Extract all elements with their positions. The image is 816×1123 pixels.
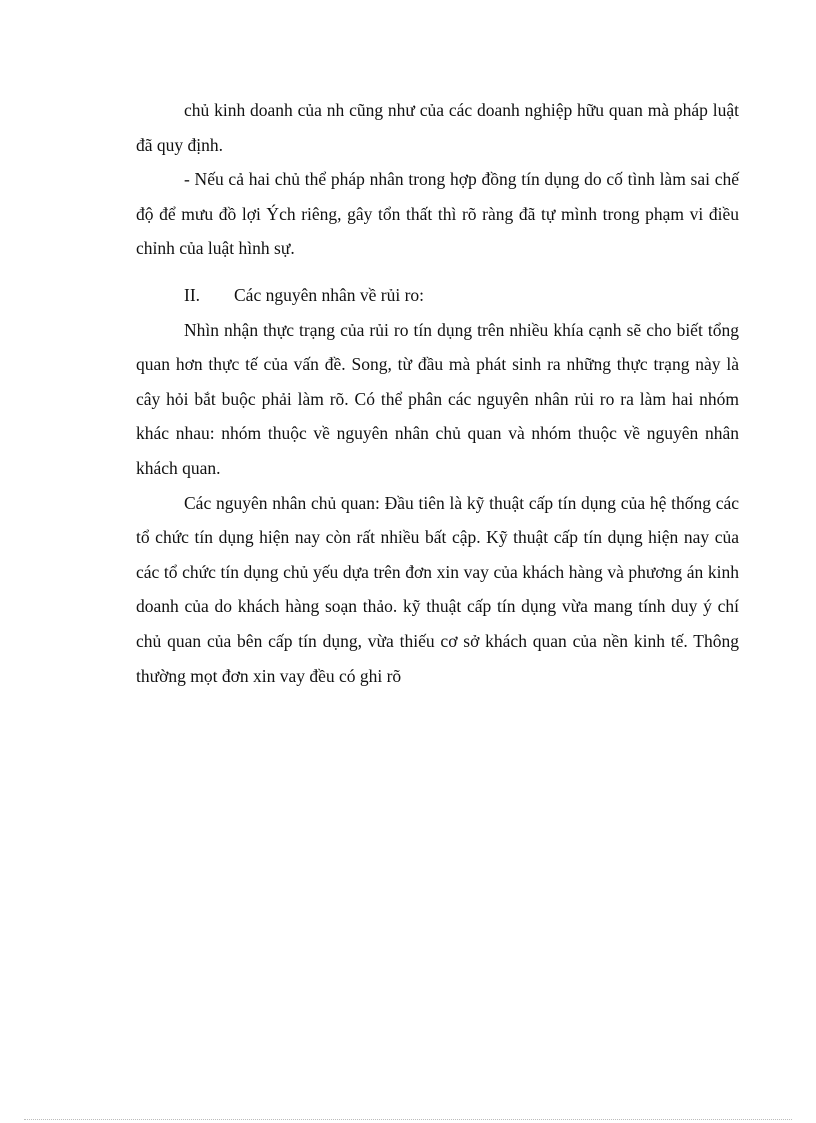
- section-title: Các nguyên nhân về rủi ro:: [234, 284, 425, 305]
- paragraph-continuation: chủ kinh doanh của nh cũng như của các doanh nghiệp hữu quan mà pháp luật đã quy định.: [136, 100, 739, 155]
- section-number: II.: [184, 284, 201, 305]
- paragraph-criminal-law: - Nếu cả hai chủ thể pháp nhân trong hợp đồng tín dụng do cố tình làm sai chế độ để mưu đồ lợi Ých riêng, gây tổn thất thì rõ ràng đã tự mình trong phạm vi điều chỉnh của luật hình sự.: [136, 169, 739, 259]
- section-heading: [136, 278, 739, 313]
- document-body: [136, 93, 739, 693]
- paragraph-subjective-causes: Các nguyên nhân chủ quan: Đầu tiên là kỹ thuật cấp tín dụng của hệ thống các tổ chức tín dụng hiện nay còn rất nhiều bất cập. Kỹ thuật cấp tín dụng hiện nay của các tổ chức tín dụng chủ yếu dựa trên đơn xin vay của khách hàng và phương án kinh doanh của do khách hàng soạn thảo. kỹ thuật cấp tín dụng vừa mang tính duy ý chí chủ quan của bên cấp tín dụng, vừa thiếu cơ sở khách quan của nền kinh tế. Thông thường mọt đơn xin vay đều có ghi rõ: [136, 492, 739, 686]
- paragraph-overview: Nhìn nhận thực trạng của rủi ro tín dụng trên nhiều khía cạnh sẽ cho biết tổng quan hơn thực tế của vấn đề. Song, từ đầu mà phát sinh ra những thực trạng này là cây hỏi bắt buộc phải làm rõ. Có thể phân các nguyên nhân rủi ro ra làm hai nhóm khác nhau: nhóm thuộc về nguyên nhân chủ quan và nhóm thuộc về nguyên nhân khách quan.: [136, 319, 739, 478]
- page-bottom-divider: [24, 1119, 792, 1120]
